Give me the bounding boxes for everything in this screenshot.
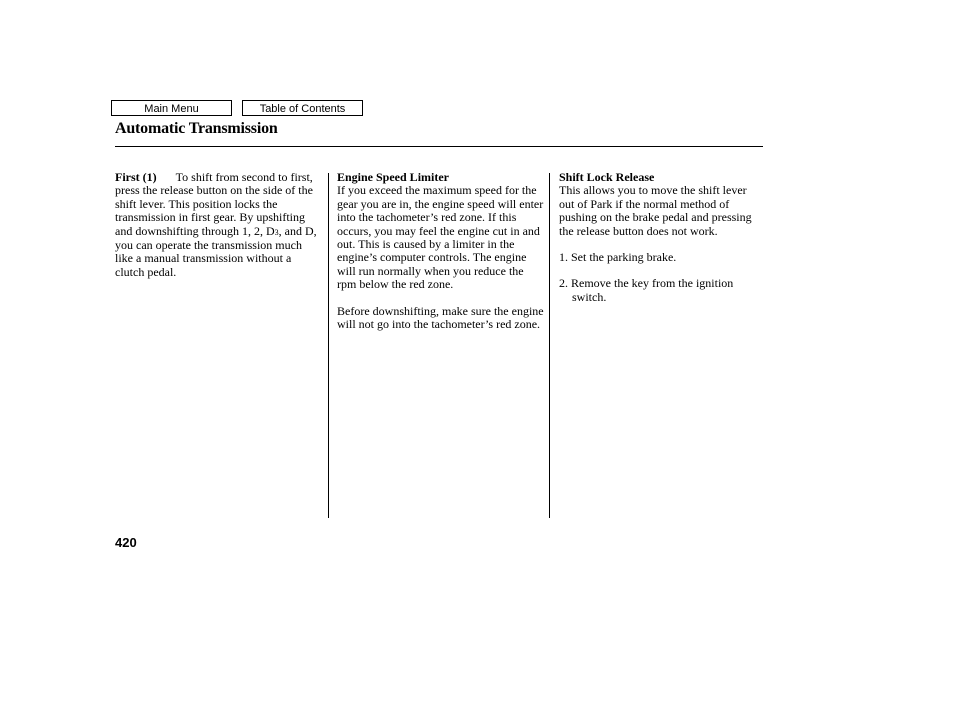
first-gear-subscript: 3 xyxy=(274,227,279,237)
main-menu-button[interactable]: Main Menu xyxy=(111,100,232,116)
column-engine-speed-limiter xyxy=(337,171,545,331)
engine-speed-limiter-para1: If you exceed the maximum speed for the gear you are in, the engine speed will enter into the tachometer’s red zone. If this occurs, you may feel the engine cut in and out. This is caused by a limiter in the engine’s computer controls. The engine will run normally when you reduce the rpm below the red zone. xyxy=(337,183,544,292)
shift-lock-step-2: 2. Remove the key from the ignition switch. xyxy=(559,276,734,304)
page-title: Automatic Transmission xyxy=(115,120,278,137)
first-gear-text-a: To shift from second to first, press the release button on the side of the shift lever. This position locks the transmission in first gear. By upshifting and downshifting through 1, 2, D xyxy=(115,170,313,238)
shift-lock-release-para1: This allows you to move the shift lever out of Park if the normal method of pushing on the brake pedal and pressing the release button does not work. xyxy=(559,183,752,238)
column-first-gear xyxy=(115,171,320,279)
column-shift-lock-release xyxy=(559,171,764,304)
title-rule xyxy=(115,146,763,147)
first-gear-paragraph xyxy=(115,171,320,279)
first-gear-text-b: , and D, you can operate the transmission much like a manual transmission without a clutch pedal. xyxy=(115,223,317,279)
table-of-contents-button[interactable]: Table of Contents xyxy=(242,100,363,116)
column-divider-1 xyxy=(328,173,329,518)
shift-lock-step-1: 1. Set the parking brake. xyxy=(559,250,677,265)
page-number: 420 xyxy=(115,535,137,550)
shift-lock-release-heading: Shift Lock Release xyxy=(559,170,655,184)
first-gear-heading: First (1) xyxy=(115,170,157,184)
column-divider-2 xyxy=(549,173,550,518)
engine-speed-limiter-heading: Engine Speed Limiter xyxy=(337,170,450,184)
engine-speed-limiter-para2: Before downshifting, make sure the engine will not go into the tachometer’s red zone. xyxy=(337,303,544,332)
